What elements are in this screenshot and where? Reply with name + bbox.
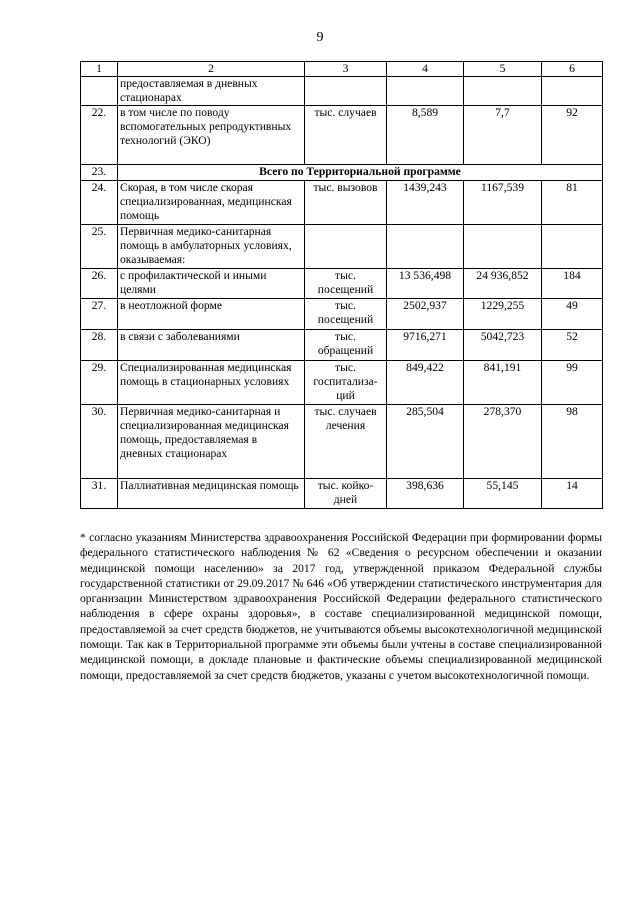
table-row — [81, 479, 603, 509]
row-number: 28. — [81, 330, 118, 361]
row-value-col5: 278,370 — [464, 405, 542, 479]
header-cell: 6 — [542, 62, 603, 77]
table-row — [81, 405, 603, 479]
row-number: 27. — [81, 299, 118, 330]
row-value-col5: 841,191 — [464, 361, 542, 405]
row-value-col6: 92 — [542, 106, 603, 165]
row-value-col5: 7,7 — [464, 106, 542, 165]
row-number: 25. — [81, 225, 118, 269]
row-name: предоставляемая в дневных стационарах — [118, 77, 305, 106]
row-value-col5 — [464, 225, 542, 269]
row-value-col4 — [387, 77, 464, 106]
row-unit: тыс. посещений — [305, 299, 387, 330]
row-unit: тыс. обращений — [305, 330, 387, 361]
row-name: с профилактической и иными целями — [118, 269, 305, 299]
row-value-col4: 849,422 — [387, 361, 464, 405]
header-cell: 2 — [118, 62, 305, 77]
row-unit: тыс. госпитализа-ций — [305, 361, 387, 405]
row-value-col6: 14 — [542, 479, 603, 509]
row-value-col5: 55,145 — [464, 479, 542, 509]
header-cell: 1 — [81, 62, 118, 77]
section-title: Всего по Территориальной программе — [118, 165, 603, 181]
row-value-col5: 5042,723 — [464, 330, 542, 361]
page-number: 9 — [316, 30, 324, 45]
row-unit: тыс. койко-дней — [305, 479, 387, 509]
row-number: 31. — [81, 479, 118, 509]
row-name: Специализированная медицинская помощь в стационарных условиях — [118, 361, 305, 405]
row-unit: тыс. посещений — [305, 269, 387, 299]
row-value-col4: 285,504 — [387, 405, 464, 479]
row-unit: тыс. случаев — [305, 106, 387, 165]
table-row — [81, 181, 603, 225]
row-number: 22. — [81, 106, 118, 165]
row-name: в связи с заболеваниями — [118, 330, 305, 361]
row-unit: тыс. вызовов — [305, 181, 387, 225]
header-cell: 4 — [387, 62, 464, 77]
table-row — [81, 269, 603, 299]
table-row — [81, 299, 603, 330]
row-value-col4: 9716,271 — [387, 330, 464, 361]
row-value-col5: 24 936,852 — [464, 269, 542, 299]
row-number: 26. — [81, 269, 118, 299]
row-value-col4: 1439,243 — [387, 181, 464, 225]
row-value-col6 — [542, 77, 603, 106]
row-value-col5: 1167,539 — [464, 181, 542, 225]
row-number — [81, 77, 118, 106]
table-row — [81, 77, 603, 106]
header-cell: 3 — [305, 62, 387, 77]
row-value-col4: 8,589 — [387, 106, 464, 165]
row-name: в неотложной форме — [118, 299, 305, 330]
row-number: 29. — [81, 361, 118, 405]
table-header-row — [81, 62, 603, 77]
row-name: Первичная медико-санитарная и специализированная медицинская помощь, предоставляемая в дневных стационарах — [118, 405, 305, 479]
row-number: 30. — [81, 405, 118, 479]
row-value-col6: 184 — [542, 269, 603, 299]
row-value-col6: 52 — [542, 330, 603, 361]
row-value-col6: 81 — [542, 181, 603, 225]
row-unit — [305, 225, 387, 269]
row-name: Скорая, в том числе скорая специализированная, медицинская помощь — [118, 181, 305, 225]
table-row — [81, 361, 603, 405]
row-name: Паллиативная медицинская помощь — [118, 479, 305, 509]
row-value-col4 — [387, 225, 464, 269]
footnote: * согласно указаниям Министерства здравоохранения Российской Федерации при формировании формы федерального статистического наблюдения № 62 «Сведения о ресурсном обеспечении и оказании медицинской помощи населению» за 2017 год, утвержденной приказом Федеральной службы государственной статистики от 29.09.2017 № 646 «Об утверждении статистического инструментария для организации Министерством здравоохранения Российской Федерации федерального статистического наблюдения в сфере охраны здоровья», в составе специализированной медицинской помощи, предоставляемой за счет средств бюджетов, не учитываются объемы высокотехнологичной медицинской помощи. Так как в Территориальной программе эти объемы были учтены в составе специализированной медицинской помощи, в докладе плановые и фактические объемы специализированной медицинской помощи, предоставляемой за счет средств бюджетов, указаны с учетом высокотехнологичной помощи. — [80, 531, 602, 682]
row-value-col4: 2502,937 — [387, 299, 464, 330]
header-cell: 5 — [464, 62, 542, 77]
territorial-program-table — [80, 61, 603, 509]
row-name: в том числе по поводу вспомогательных репродуктивных технологий (ЭКО) — [118, 106, 305, 165]
row-number: 24. — [81, 181, 118, 225]
row-name: Первичная медико-санитарная помощь в амбулаторных условиях, оказываемая: — [118, 225, 305, 269]
row-value-col4: 13 536,498 — [387, 269, 464, 299]
row-value-col6: 98 — [542, 405, 603, 479]
table-row — [81, 225, 603, 269]
row-value-col4: 398,636 — [387, 479, 464, 509]
row-number: 23. — [81, 165, 118, 181]
row-value-col5 — [464, 77, 542, 106]
table-row — [81, 330, 603, 361]
row-unit — [305, 77, 387, 106]
row-value-col6 — [542, 225, 603, 269]
row-value-col6: 49 — [542, 299, 603, 330]
table-row — [81, 106, 603, 165]
table-section-row — [81, 165, 603, 181]
row-value-col5: 1229,255 — [464, 299, 542, 330]
row-value-col6: 99 — [542, 361, 603, 405]
row-unit: тыс. случаев лечения — [305, 405, 387, 479]
